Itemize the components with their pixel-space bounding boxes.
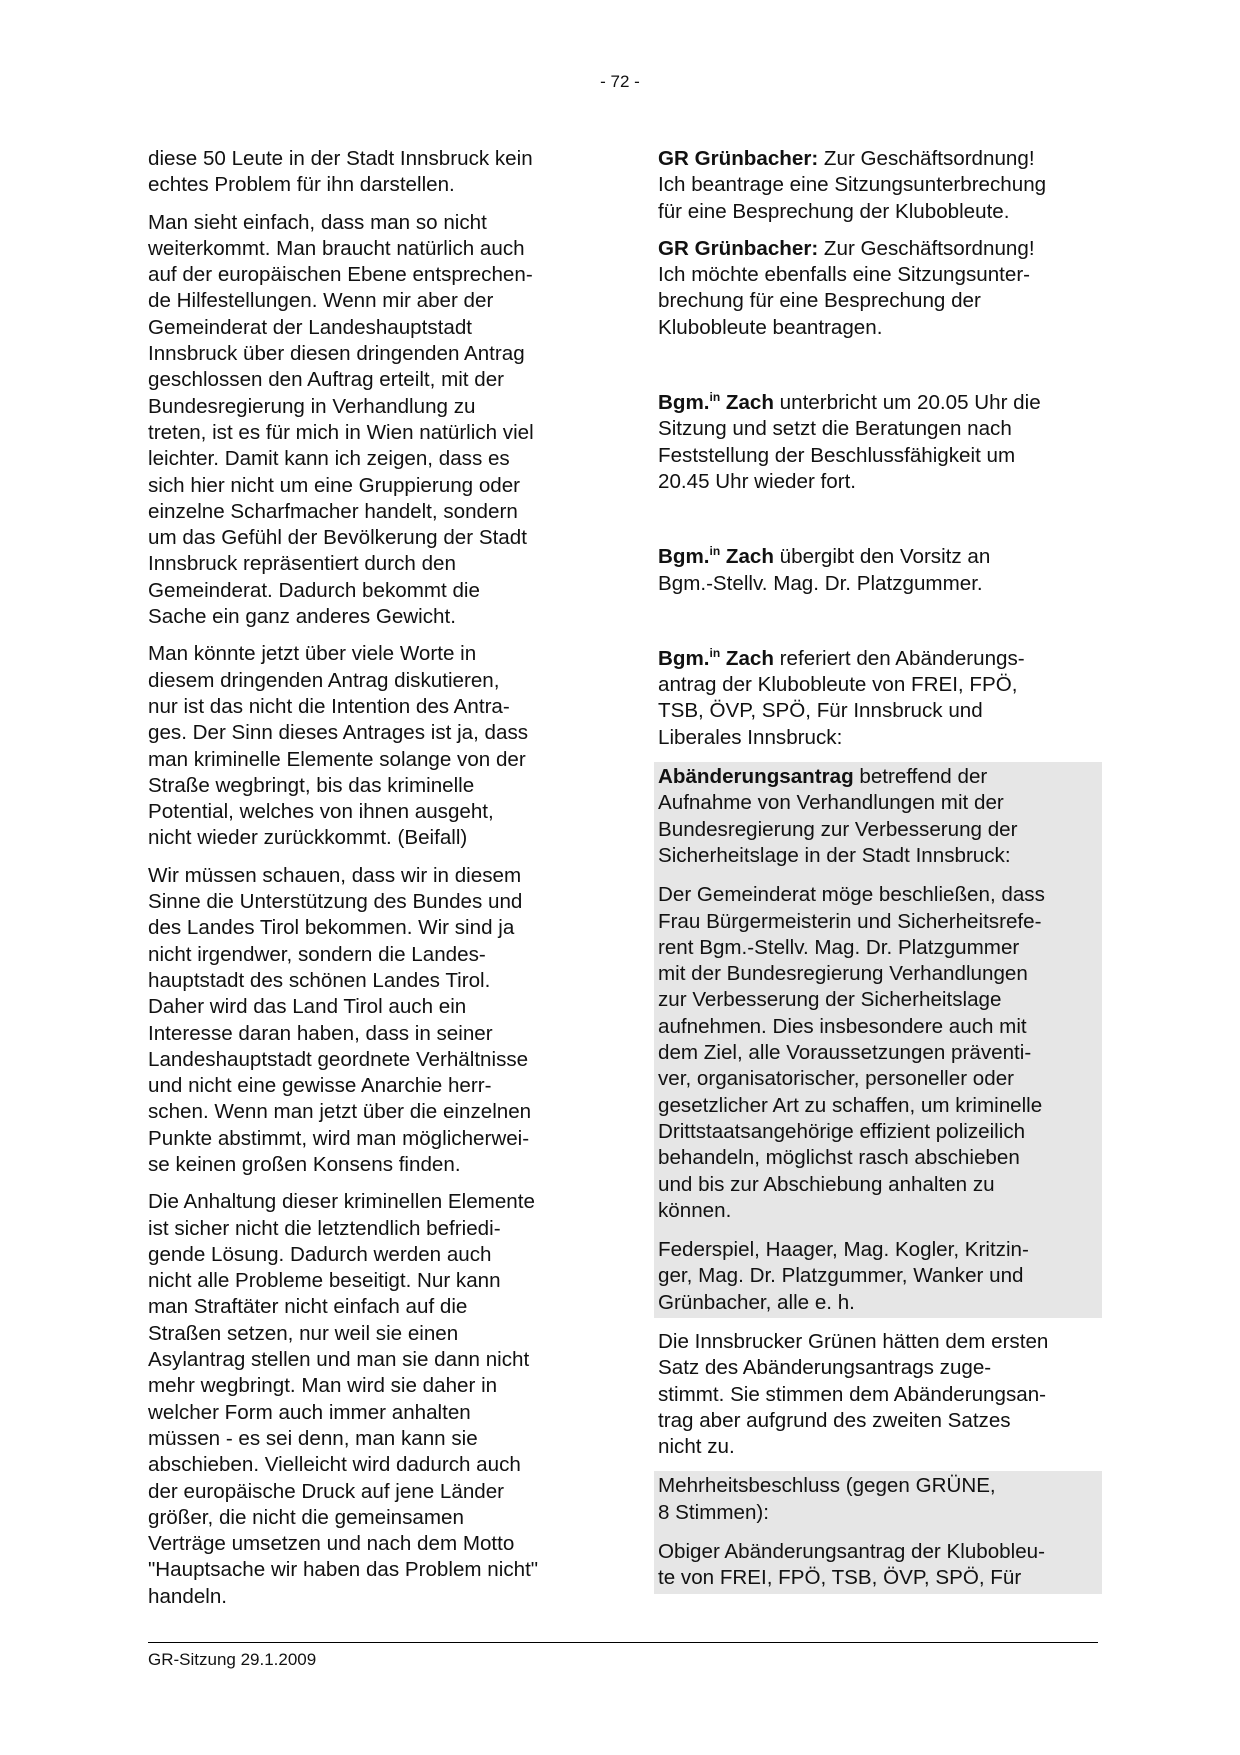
text-line: Bundesregierung in Verhandlung zu	[148, 394, 476, 418]
left-paragraph-5	[148, 1189, 588, 1610]
right-paragraph-point-of-order-1	[658, 146, 1098, 225]
speaker-surname: Zach	[720, 646, 774, 670]
text-line: Federspiel, Haager, Mag. Kogler, Kritzin-	[658, 1238, 1029, 1262]
text-line: geschlossen den Auftrag erteilt, mit der	[148, 368, 505, 392]
text-fragment: unterbricht um 20.05 Uhr die	[773, 391, 1041, 415]
left-paragraph-1	[148, 146, 588, 199]
text-line: Sache ein ganz anderes Gewicht.	[148, 605, 456, 629]
right-column	[658, 146, 1098, 1594]
amendment-title	[654, 762, 1102, 880]
text-line	[658, 390, 1098, 416]
text-line: brechung für eine Besprechung der	[658, 289, 981, 313]
text-line: Frau Bürgermeisterin und Sicherheitsrefe-	[658, 909, 1042, 933]
text-line: Sinne die Unterstützung des Bundes und	[148, 890, 523, 914]
text-line: welcher Form auch immer anhalten	[148, 1400, 471, 1424]
text-line: diesem dringenden Antrag diskutieren,	[148, 668, 500, 692]
superscript: in	[709, 544, 721, 559]
text-line: Gemeinderat. Dadurch bekommt die	[148, 578, 480, 602]
speaker-name	[658, 647, 774, 670]
text-line: Punkte abstimmt, wird man möglicherwei-	[148, 1126, 530, 1150]
text-line: ver, organisatorischer, personeller oder	[658, 1067, 1015, 1091]
text-line: trag aber aufgrund des zweiten Satzes	[658, 1408, 1011, 1432]
text-line: mit der Bundesregierung Verhandlungen	[658, 962, 1028, 986]
text-line: Sitzung und setzt die Beratungen nach	[658, 417, 1012, 441]
text-line: Potential, welches von ihnen ausgeht,	[148, 800, 494, 824]
right-paragraph-chair-handover	[658, 544, 1098, 597]
speaker-title: Bgm.	[658, 391, 710, 415]
text-line: Bundesregierung zur Verbesserung der	[658, 817, 1018, 841]
text-line: man Straftäter nicht einfach auf die	[148, 1295, 468, 1319]
text-line: Straßen setzen, nur weil sie einen	[148, 1321, 459, 1345]
text-line: müssen - es sei denn, man kann sie	[148, 1426, 478, 1450]
speaker-name	[658, 391, 774, 414]
right-paragraph-session-break	[658, 390, 1098, 495]
right-paragraph-greens-position	[658, 1329, 1098, 1460]
text-fragment: betreffend der	[853, 765, 988, 789]
text-fragment: Zur Geschäftsordnung!	[818, 147, 1035, 170]
text-line: echtes Problem für ihn darstellen.	[148, 173, 455, 197]
amendment-block	[658, 762, 1098, 1318]
text-line: Ich beantrage eine Sitzungsunterbrechung	[658, 173, 1047, 197]
text-line: Gemeinderat der Landeshauptstadt	[148, 315, 472, 339]
text-line: ges. Der Sinn dieses Antrages ist ja, dass	[148, 721, 529, 745]
right-paragraph-point-of-order-2	[658, 236, 1098, 341]
text-fragment: übergibt den Vorsitz an	[773, 545, 991, 569]
text-line: Landeshauptstadt geordnete Verhältnisse	[148, 1047, 529, 1071]
text-line: Ich möchte ebenfalls eine Sitzungsunter-	[658, 263, 1031, 287]
text-line: schen. Wenn man jetzt über die einzelnen	[148, 1100, 532, 1124]
speaker-name	[658, 545, 774, 568]
text-line: nur ist das nicht die Intention des Antra-	[148, 694, 510, 718]
text-line: Feststellung der Beschlussfähigkeit um	[658, 443, 1016, 467]
text-line: stimmt. Sie stimmen dem Abänderungsan-	[658, 1382, 1047, 1406]
text-line: abschieben. Vielleicht wird dadurch auch	[148, 1453, 521, 1477]
speaker-surname: Zach	[720, 545, 774, 569]
text-line: der europäische Druck auf jene Länder	[148, 1479, 505, 1503]
text-line: Daher wird das Land Tirol auch ein	[148, 995, 467, 1019]
left-paragraph-4	[148, 863, 588, 1179]
text-line	[658, 236, 1098, 262]
text-line: Man sieht einfach, dass man so nicht	[148, 210, 487, 234]
resolution-block	[658, 1471, 1098, 1593]
text-line: aufnehmen. Dies insbesondere auch mit	[658, 1014, 1027, 1038]
text-line: behandeln, möglichst rasch abschieben	[658, 1146, 1020, 1170]
text-line: Drittstaatsangehörige effizient polizeilich	[658, 1119, 1026, 1143]
text-line: Verträge umsetzen und nach dem Motto	[148, 1532, 515, 1556]
text-line: rent Bgm.-Stellv. Mag. Dr. Platzgummer	[658, 935, 1020, 959]
text-line: 8 Stimmen):	[658, 1500, 770, 1524]
text-line: des Landes Tirol bekommen. Wir sind ja	[148, 916, 515, 940]
text-line: Sicherheitslage in der Stadt Innsbruck:	[658, 843, 1011, 867]
text-line: Straße wegbringt, bis das kriminelle	[148, 773, 475, 797]
text-line: um das Gefühl der Bevölkerung der Stadt	[148, 526, 527, 550]
text-line: und bis zur Abschiebung anhalten zu	[658, 1172, 995, 1196]
text-line: können.	[658, 1198, 732, 1222]
amendment-body	[654, 880, 1102, 1235]
superscript: in	[709, 390, 721, 405]
text-line: Klubobleute beantragen.	[658, 315, 883, 339]
text-line: und nicht eine gewisse Anarchie herr-	[148, 1074, 492, 1098]
speaker-title: Bgm.	[658, 646, 710, 670]
text-line: te von FREI, FPÖ, TSB, ÖVP, SPÖ, Für	[658, 1566, 1022, 1590]
speaker-title: Bgm.	[658, 545, 710, 569]
text-line: Grünbacher, alle e. h.	[658, 1290, 855, 1314]
left-paragraph-2	[148, 210, 588, 631]
text-line: Die Innsbrucker Grünen hätten dem ersten	[658, 1329, 1049, 1353]
resolution-result	[654, 1471, 1102, 1537]
text-line: Aufnahme von Verhandlungen mit der	[658, 791, 1004, 815]
text-line: Innsbruck repräsentiert durch den	[148, 552, 456, 576]
text-line	[658, 646, 1098, 672]
text-line: se keinen großen Konsens finden.	[148, 1152, 461, 1176]
text-line: Wir müssen schauen, dass wir in diesem	[148, 863, 522, 887]
text-line: hauptstadt des schönen Landes Tirol.	[148, 968, 491, 992]
text-line: für eine Besprechung der Klubobleute.	[658, 199, 1010, 223]
text-line: antrag der Klubobleute von FREI, FPÖ,	[658, 673, 1018, 697]
text-line: mehr wegbringt. Man wird sie daher in	[148, 1374, 498, 1398]
text-fragment: referiert den Abänderungs-	[773, 646, 1025, 670]
text-line: Mehrheitsbeschluss (gegen GRÜNE,	[658, 1474, 996, 1498]
text-line: man kriminelle Elemente solange von der	[148, 747, 526, 771]
text-line	[658, 544, 1098, 570]
text-line: Interesse daran haben, dass in seiner	[148, 1021, 493, 1045]
text-line: handeln.	[148, 1584, 228, 1608]
text-line: leichter. Damit kann ich zeigen, dass es	[148, 447, 510, 471]
footer-divider	[148, 1642, 1098, 1643]
amendment-label: Abänderungsantrag	[658, 765, 854, 789]
text-line: Bgm.-Stellv. Mag. Dr. Platzgummer.	[658, 571, 983, 595]
resolution-text	[654, 1537, 1102, 1594]
text-line: nicht irgendwer, sondern die Landes-	[148, 942, 486, 966]
speaker-name: GR Grünbacher:	[658, 236, 819, 260]
text-line: treten, ist es für mich in Wien natürlich viel	[148, 420, 534, 444]
text-line: ist sicher nicht die letztendlich befriedi-	[148, 1216, 501, 1240]
text-line: zur Verbesserung der Sicherheitslage	[658, 988, 1002, 1012]
text-line	[658, 146, 1098, 172]
page-number: - 72 -	[600, 72, 640, 91]
text-line: gesetzlicher Art zu schaffen, um kriminelle	[658, 1093, 1043, 1117]
text-line: größer, die nicht die gemeinsamen	[148, 1505, 464, 1529]
text-line: diese 50 Leute in der Stadt Innsbruck kein	[148, 147, 533, 170]
amendment-signatories	[654, 1235, 1102, 1318]
text-line: Die Anhaltung dieser kriminellen Elemente	[148, 1190, 535, 1214]
text-line: Innsbruck über diesen dringenden Antrag	[148, 342, 525, 366]
text-line: de Hilfestellungen. Wenn mir aber der	[148, 289, 494, 313]
text-line: nicht wieder zurückkommt. (Beifall)	[148, 826, 468, 850]
text-line: Liberales Innsbruck:	[658, 725, 843, 749]
text-line: auf der europäischen Ebene entsprechen-	[148, 263, 533, 287]
text-line	[658, 764, 1098, 790]
text-line: Satz des Abänderungsantrags zuge-	[658, 1356, 992, 1380]
speaker-name: GR Grünbacher:	[658, 147, 819, 170]
right-paragraph-amendment-intro	[658, 646, 1098, 751]
text-line: nicht zu.	[658, 1435, 735, 1459]
text-line: Der Gemeinderat möge beschließen, dass	[658, 883, 1045, 907]
left-column	[148, 146, 588, 1621]
superscript: in	[709, 645, 721, 660]
text-line: einzelne Scharfmacher handelt, sondern	[148, 499, 518, 523]
text-line: "Hauptsache wir haben das Problem nicht"	[148, 1558, 539, 1582]
text-line: Man könnte jetzt über viele Worte in	[148, 642, 477, 666]
text-line: ger, Mag. Dr. Platzgummer, Wanker und	[658, 1264, 1024, 1288]
text-line: weiterkommt. Man braucht natürlich auch	[148, 236, 525, 260]
text-line: nicht alle Probleme beseitigt. Nur kann	[148, 1269, 501, 1293]
left-paragraph-3	[148, 641, 588, 851]
text-line: Obiger Abänderungsantrag der Klubobleu-	[658, 1540, 1045, 1564]
text-line: TSB, ÖVP, SPÖ, Für Innsbruck und	[658, 699, 983, 723]
speaker-surname: Zach	[720, 391, 774, 415]
text-line: gende Lösung. Dadurch werden auch	[148, 1242, 492, 1266]
text-line: 20.45 Uhr wieder fort.	[658, 469, 857, 493]
text-line: sich hier nicht um eine Gruppierung oder	[148, 473, 521, 497]
text-line: dem Ziel, alle Voraussetzungen präventi-	[658, 1041, 1032, 1065]
text-line: Asylantrag stellen und man sie dann nicht	[148, 1348, 530, 1372]
footer-session-date: GR-Sitzung 29.1.2009	[148, 1650, 317, 1669]
text-fragment: Zur Geschäftsordnung!	[818, 236, 1035, 260]
